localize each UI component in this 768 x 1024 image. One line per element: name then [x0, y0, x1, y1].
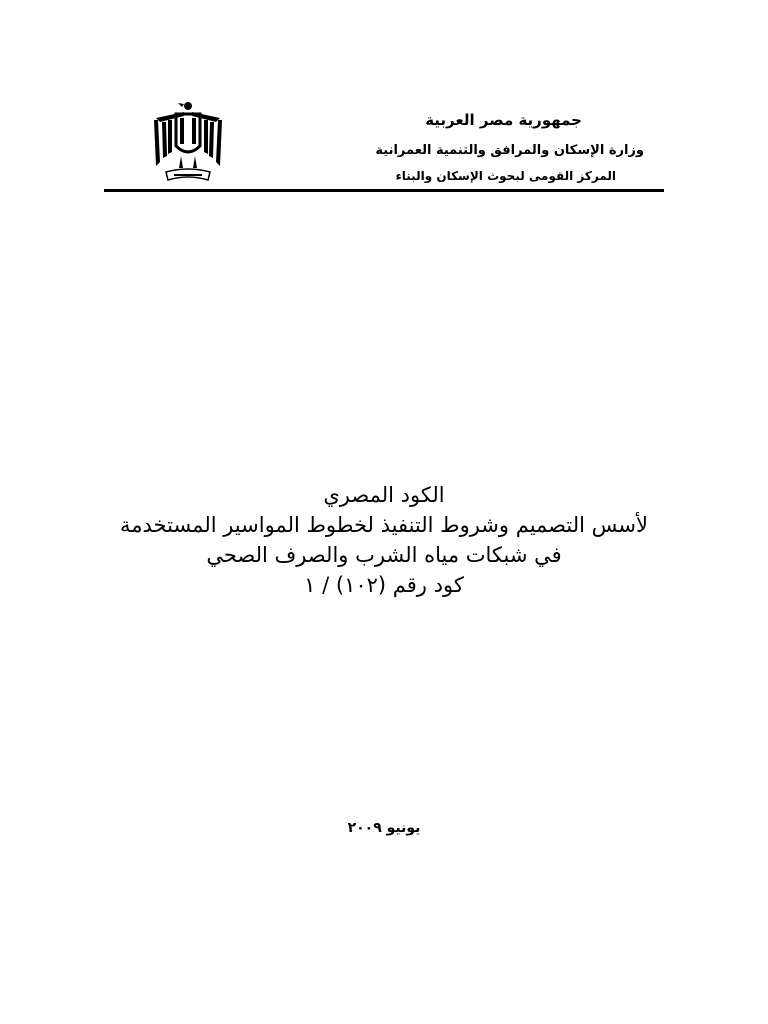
publication-date: يونيو ٢٠٠٩	[347, 820, 421, 836]
header-divider	[104, 189, 664, 192]
center-name: المركز القومى لبحوث الإسكان والبناء	[395, 169, 616, 183]
letterhead	[104, 100, 664, 192]
ministry-name: وزارة الإسكان والمرافق والتنمية العمرانية	[375, 143, 644, 158]
country-name: جمهورية مصر العربية	[425, 111, 582, 129]
title-line-2: لأسس التصميم وشروط التنفيذ لخطوط المواسير المستخدمة	[120, 513, 648, 537]
document-title	[84, 480, 684, 600]
eagle-emblem-icon	[148, 100, 228, 188]
title-line-1: الكود المصري	[323, 483, 445, 507]
title-line-3: في شبكات مياه الشرب والصرف الصحي	[206, 543, 562, 567]
code-number: كود رقم (١٠٢) / ١	[304, 573, 464, 597]
